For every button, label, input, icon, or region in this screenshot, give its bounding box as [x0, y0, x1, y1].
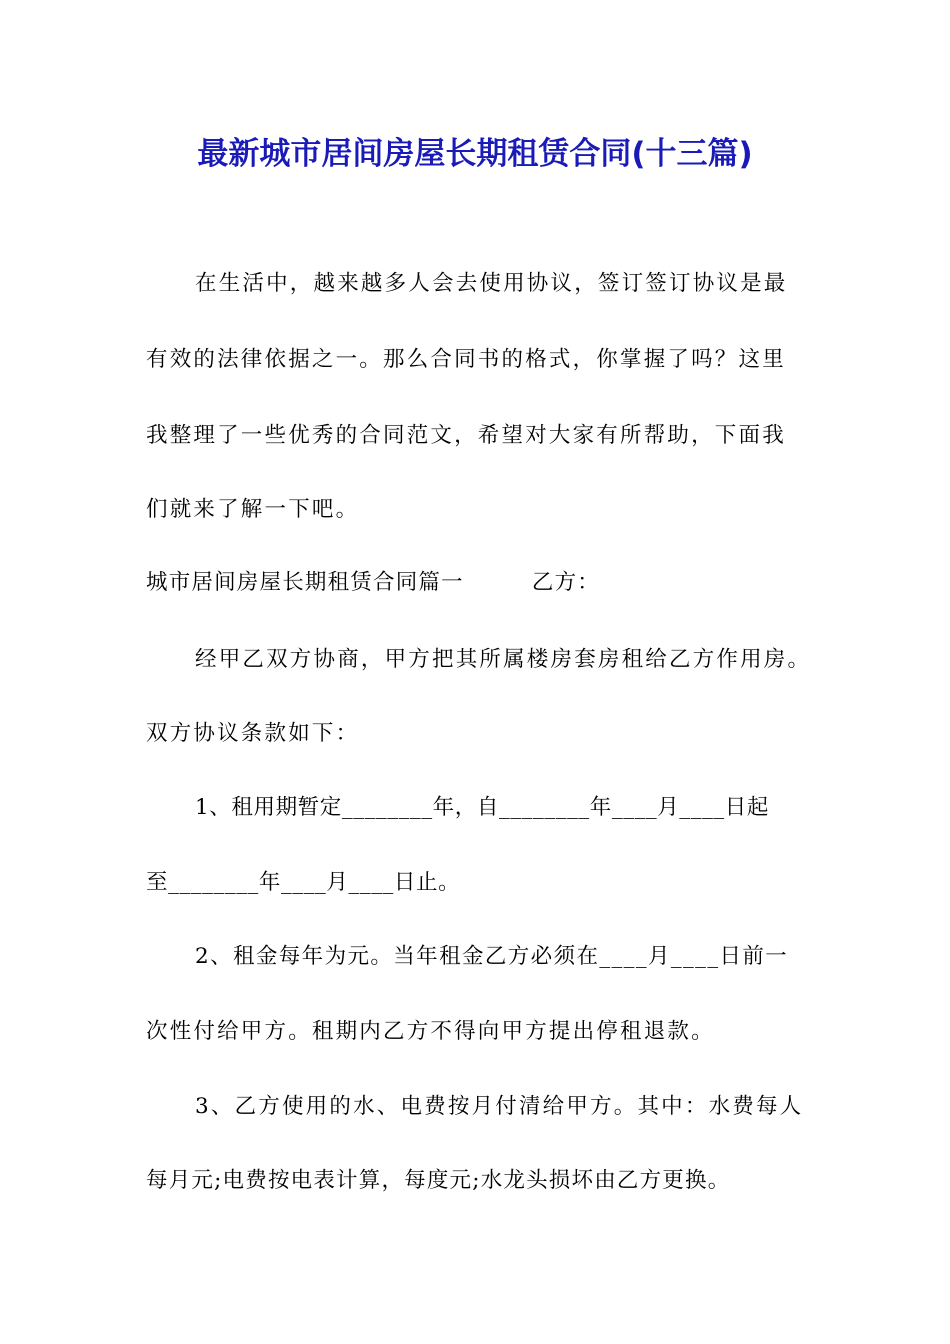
- paragraph-intro-line-3: 我整理了一些优秀的合同范文，希望对大家有所帮助，下面我: [146, 423, 786, 448]
- clause-2-line-1: 2、租金每年为元。当年租金乙方必须在____月____日前一: [195, 944, 789, 969]
- clause-3-line-2: 每月元;电费按电表计算，每度元;水龙头损坏由乙方更换。: [146, 1168, 731, 1193]
- paragraph-agreement-line-1: 经甲乙双方协商，甲方把其所属楼房套房租给乙方作用房。: [195, 647, 812, 672]
- document-title: 最新城市居间房屋长期租赁合同(十三篇): [197, 136, 753, 172]
- paragraph-intro-line-2: 有效的法律依据之一。那么合同书的格式，你掌握了吗？这里: [146, 347, 786, 372]
- clause-1-line-2: 至________年____月____日止。: [146, 870, 461, 895]
- clause-1-line-1: 1、租用期暂定________年，自________年____月____日起: [195, 795, 769, 820]
- section-heading: 城市居间房屋长期租赁合同篇一 乙方：: [146, 570, 601, 595]
- paragraph-intro-line-4: 们就来了解一下吧。: [146, 497, 360, 522]
- paragraph-intro-line-1: 在生活中，越来越多人会去使用协议，签订签订协议是最: [195, 271, 788, 296]
- clause-2-line-2: 次性付给甲方。租期内乙方不得向甲方提出停租退款。: [146, 1019, 715, 1044]
- paragraph-agreement-line-2: 双方协议条款如下：: [146, 721, 360, 746]
- clause-3-line-1: 3、乙方使用的水、电费按月付清给甲方。其中：水费每人: [195, 1094, 804, 1119]
